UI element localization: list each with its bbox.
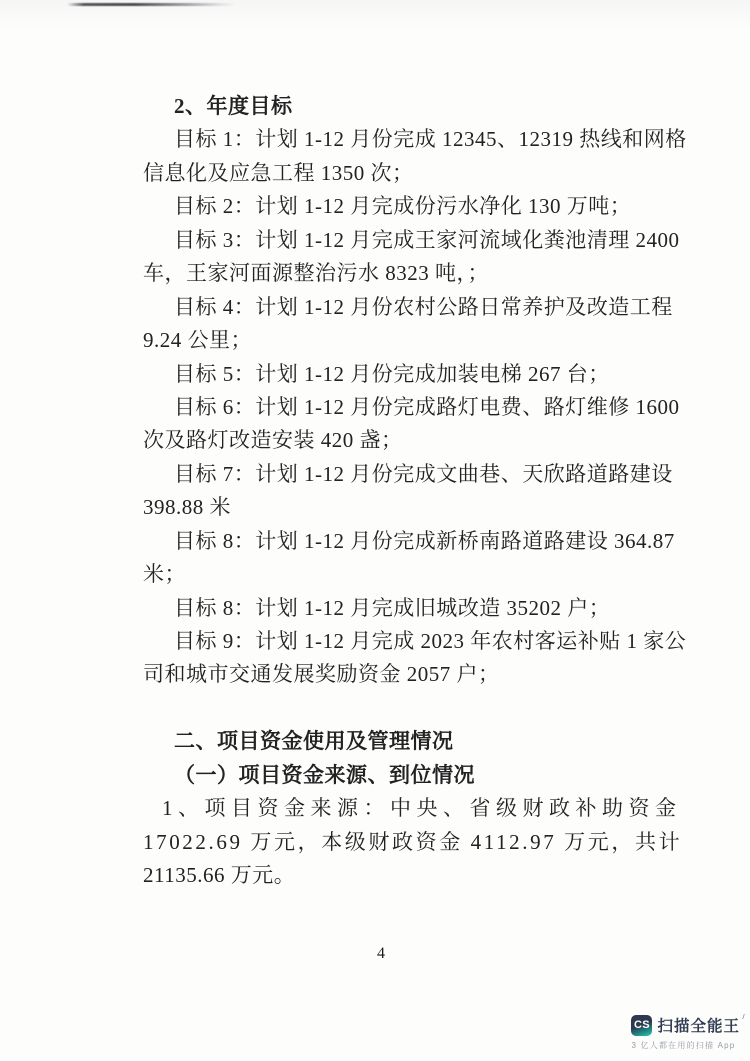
goal-text-line: 9.24 公里； — [143, 328, 252, 353]
watermark-row — [631, 1014, 740, 1036]
goal-text-line: 目标 6：计划 1-12 月份完成路灯电费、路灯维修 1600 — [174, 394, 680, 419]
heading-section-funds: 二、项目资金使用及管理情况 — [174, 729, 454, 754]
goal-text-line: 目标 8：计划 1-12 月份完成新桥南路道路建设 364.87 — [174, 528, 675, 553]
goal-text-line: 目标 3：计划 1-12 月完成王家河流域化粪池清理 2400 — [174, 227, 680, 252]
funding-text-line: 17022.69 万元，本级财政资金 4112.97 万元，共计 — [143, 829, 683, 854]
heading-subsection-source: （一）项目资金来源、到位情况 — [174, 762, 475, 787]
funding-text-line: 1、项目资金来源：中央、省级财政补助资金 — [162, 796, 682, 821]
watermark-tagline: 3 亿人都在用的扫描 App — [631, 1041, 736, 1050]
goal-text-line: 司和城市交通发展奖励资金 2057 户； — [143, 662, 500, 687]
goal-text-line: 目标 7：计划 1-12 月份完成文曲巷、天欣路道路建设 — [174, 461, 673, 486]
goal-text-line: 信息化及应急工程 1350 次； — [143, 160, 414, 185]
heading-annual-goals: 2、年度目标 — [174, 94, 293, 118]
watermark-brand: 扫描全能王 — [657, 1014, 740, 1036]
goal-text-line: 次及路灯改造安装 420 盏； — [143, 428, 403, 453]
goal-text-line: 目标 9：计划 1-12 月完成 2023 年农村客运补贴 1 家公 — [174, 629, 687, 653]
camscanner-watermark — [631, 1014, 740, 1051]
goal-text-line: 398.88 米 — [143, 495, 231, 520]
goal-text-line: 米； — [143, 562, 186, 587]
goal-text-line: 目标 4：计划 1-12 月份农村公路日常养护及改造工程 — [174, 294, 673, 319]
goal-text-line: 车，王家河面源整治污水 8323 吨，； — [143, 261, 489, 286]
document-body — [143, 90, 687, 893]
camscanner-logo-icon: CS — [631, 1015, 652, 1036]
goal-text-line: 目标 5：计划 1-12 月份完成加装电梯 267 台； — [174, 361, 610, 386]
goal-text-line: 目标 2：计划 1-12 月完成份污水净化 130 万吨； — [174, 194, 632, 219]
page-number: 4 — [377, 945, 385, 962]
goal-text-line: 目标 1：计划 1-12 月份完成 12345、12319 热线和网格 — [174, 127, 687, 152]
funding-text-line: 21135.66 万元。 — [143, 863, 296, 888]
goal-text-line: 目标 8：计划 1-12 月完成旧城改造 35202 户； — [174, 595, 611, 620]
paragraph-gap — [143, 692, 650, 725]
scan-artifact-line — [67, 3, 235, 6]
